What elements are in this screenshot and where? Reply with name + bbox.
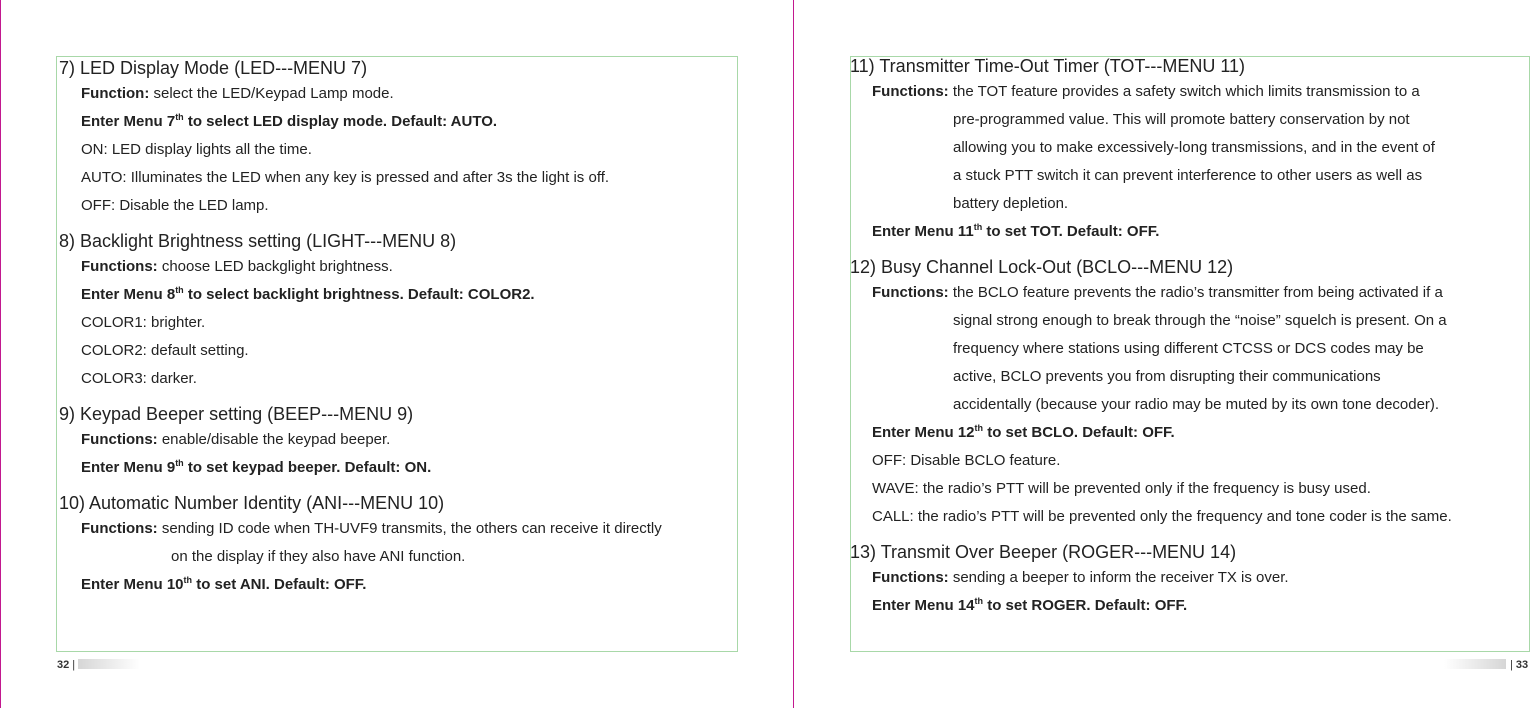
footer-gradient-bar-left — [78, 659, 140, 669]
section-heading: 12) Busy Channel Lock-Out (BCLO---MENU 12) — [850, 257, 1234, 277]
function-line: Functions: sending ID code when TH-UVF9 transmits, the others can receive it directly — [81, 520, 662, 537]
function-line: Functions: sending a beeper to inform the receiver TX is over. — [872, 569, 1289, 586]
function-continuation: on the display if they also have ANI function. — [171, 548, 466, 565]
enter-menu-line: Enter Menu 11th to set TOT. Default: OFF. — [872, 222, 1160, 240]
function-continuation: allowing you to make excessively-long transmissions, and in the event of — [953, 139, 1435, 156]
enter-menu-line: Enter Menu 12th to set BCLO. Default: OFF. — [872, 423, 1175, 441]
section-heading: 7) LED Display Mode (LED---MENU 7) — [59, 58, 368, 78]
option-line: WAVE: the radio’s PTT will be prevented only if the frequency is busy used. — [872, 480, 1371, 497]
enter-menu-line: Enter Menu 14th to set ROGER. Default: OFF. — [872, 596, 1188, 614]
section-heading: 11) Transmitter Time-Out Timer (TOT---MENU 11) — [850, 56, 1246, 76]
option-line: ON: LED display lights all the time. — [81, 141, 312, 158]
function-line: Functions: enable/disable the keypad beeper. — [81, 431, 391, 448]
option-line: COLOR1: brighter. — [81, 314, 206, 331]
function-continuation: signal strong enough to break through the “noise” squelch is present. On a — [953, 312, 1447, 329]
option-line: COLOR3: darker. — [81, 370, 197, 387]
function-continuation: accidentally (because your radio may be muted by its own tone decoder). — [953, 396, 1440, 413]
page-number-right: | 33 — [1510, 659, 1529, 671]
function-continuation: battery depletion. — [953, 195, 1069, 212]
page-edge-left — [0, 0, 1, 708]
section-heading: 8) Backlight Brightness setting (LIGHT---MENU 8) — [59, 231, 457, 251]
page-spine-divider — [793, 0, 794, 708]
enter-menu-line: Enter Menu 9th to set keypad beeper. Default: ON. — [81, 458, 432, 476]
function-continuation: active, BCLO prevents you from disrupting their communications — [953, 368, 1381, 385]
page-number-left: 32 | — [57, 659, 76, 671]
page-33-content — [850, 54, 1452, 620]
section-heading: 13) Transmit Over Beeper (ROGER---MENU 14) — [850, 542, 1237, 562]
function-line: Functions: the TOT feature provides a safety switch which limits transmission to a — [872, 83, 1420, 100]
enter-menu-line: Enter Menu 7th to select LED display mode. Default: AUTO. — [81, 112, 498, 130]
section-heading: 10) Automatic Number Identity (ANI---MENU 10) — [59, 493, 445, 513]
option-line: COLOR2: default setting. — [81, 342, 249, 359]
footer-gradient-bar-right — [1444, 659, 1506, 669]
function-line: Function: select the LED/Keypad Lamp mode. — [81, 85, 394, 102]
function-line: Functions: the BCLO feature prevents the radio’s transmitter from being activated if a — [872, 284, 1443, 301]
section-heading: 9) Keypad Beeper setting (BEEP---MENU 9) — [59, 404, 414, 424]
function-continuation: frequency where stations using different CTCSS or DCS codes may be — [953, 340, 1424, 357]
page-32-content — [59, 56, 662, 599]
option-line: CALL: the radio’s PTT will be prevented only the frequency and tone coder is the same. — [872, 508, 1452, 525]
option-line: OFF: Disable the LED lamp. — [81, 197, 269, 214]
function-line: Functions: choose LED backglight brightness. — [81, 258, 393, 275]
enter-menu-line: Enter Menu 8th to select backlight brightness. Default: COLOR2. — [81, 285, 535, 303]
option-line: OFF: Disable BCLO feature. — [872, 452, 1061, 469]
option-line: AUTO: Illuminates the LED when any key is pressed and after 3s the light is off. — [81, 169, 610, 186]
function-continuation: a stuck PTT switch it can prevent interference to other users as well as — [953, 167, 1423, 184]
enter-menu-line: Enter Menu 10th to set ANI. Default: OFF. — [81, 575, 367, 593]
function-continuation: pre-programmed value. This will promote battery conservation by not — [953, 111, 1410, 128]
